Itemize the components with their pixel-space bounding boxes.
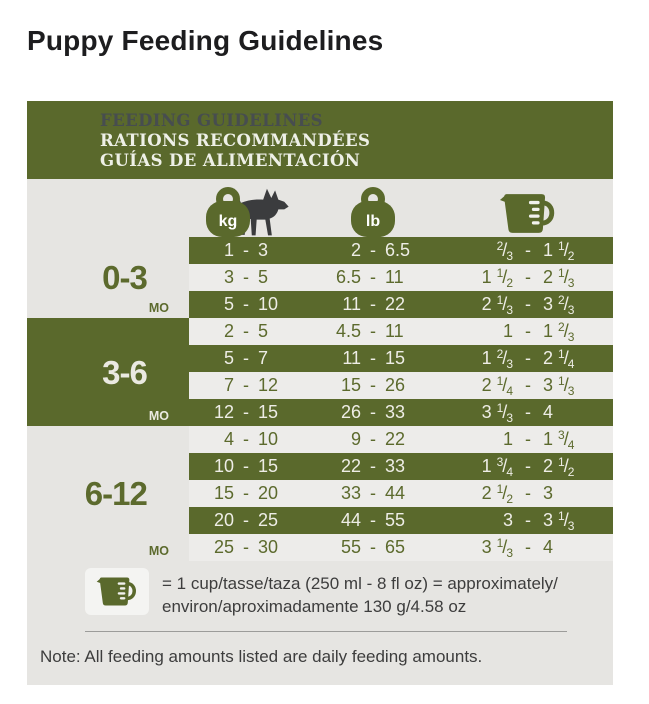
age-group-label [27,426,189,561]
kg-range-cell: 7 - 12 [223,375,279,396]
lb-range-cell: 6.5 - 11 [335,267,404,288]
feeding-row [189,399,613,426]
legend-icon-box [85,568,149,615]
feeding-row [189,534,613,561]
table-header-en: FEEDING GUIDELINES [100,111,323,130]
table-header [27,101,613,179]
kg-range-cell: 3 - 5 [223,267,269,288]
table-header-es: GUÍAS DE ALIMENTACIÓN [100,150,361,170]
age-group-6-12mo [27,426,613,561]
feeding-row [189,318,613,345]
feeding-row [189,480,613,507]
column-icons-row [27,179,613,237]
age-group-3-6mo [27,318,613,426]
kg-range-cell: 2 - 5 [223,321,269,342]
cups-range-cell: $^2/_3$ - 1 $^1/_2$ [496,239,575,264]
kg-unit-label: kg [218,213,238,231]
lb-unit-label: lb [365,213,381,231]
age-group-label [27,318,189,426]
lb-range-cell: 33 - 44 [340,483,406,504]
group-rows [189,426,613,561]
age-range-text: 3-6 [102,353,147,391]
daily-feeding-note: Note: All feeding amounts listed are daily feeding amounts. [40,647,483,667]
lb-range-cell: 15 - 26 [340,375,406,396]
lb-range-cell: 2 - 6.5 [350,240,411,261]
table-header-fr: RATIONS RECOMMANDÉES [100,130,371,150]
lb-range-cell: 11 - 15 [342,348,406,369]
cups-range-cell: 3 - 3 $^1/_3$ [502,509,575,534]
age-unit-text: MO [148,301,169,316]
age-unit-text: MO [148,409,169,424]
lb-column-header [303,179,443,237]
measuring-cup-icon [499,191,557,236]
legend-text [162,568,558,618]
feeding-row [189,372,613,399]
feeding-row [189,453,613,480]
age-range-text: 0-3 [102,259,147,297]
lb-range-cell: 22 - 33 [340,456,406,477]
cups-range-cell: 1 $^1/_2$ - 2 $^1/_3$ [481,266,575,291]
lb-range-cell: 4.5 - 11 [335,321,404,342]
kg-range-cell: 1 - 3 [223,240,269,261]
feeding-row [189,426,613,453]
cups-range-cell: 1 $^2/_3$ - 2 $^1/_4$ [481,347,575,372]
cups-range-cell: 2 $^1/_2$ - 3 [481,482,554,507]
kg-range-cell: 10 - 15 [213,456,279,477]
page-title: Puppy Feeding Guidelines [27,25,384,56]
kg-range-cell: 4 - 10 [223,429,279,450]
feeding-row [189,507,613,534]
label-column-spacer [27,179,189,237]
feeding-row [189,264,613,291]
lb-range-cell: 11 - 22 [342,294,406,315]
cups-range-cell: 2 $^1/_3$ - 3 $^2/_3$ [481,293,575,318]
cups-range-cell: 3 $^1/_3$ - 4 [481,401,554,426]
kg-range-cell: 25 - 30 [213,537,279,558]
group-rows [189,318,613,426]
age-group-0-3mo [27,237,613,318]
feeding-guidelines-table [27,101,613,685]
group-rows [189,237,613,318]
legend-line-1: = 1 cup/tasse/taza (250 ml - 8 fl oz) = approximately/ [162,574,558,594]
lb-kettlebell-icon [350,187,396,237]
age-range-text: 6-12 [84,475,147,513]
kg-column-header [189,179,303,237]
kg-range-cell: 15 - 20 [213,483,279,504]
lb-range-cell: 26 - 33 [340,402,406,423]
measuring-cup-icon [96,575,138,608]
feeding-row [189,291,613,318]
cups-range-cell: 3 $^1/_3$ - 4 [481,536,554,561]
legend-line-2: environ/aproximadamente 130 g/4.58 oz [162,596,467,616]
kg-range-cell: 5 - 7 [223,348,269,369]
feeding-row [189,237,613,264]
lb-range-cell: 9 - 22 [350,429,406,450]
lb-range-cell: 55 - 65 [340,537,406,558]
cups-range-cell: 1 - 1 $^2/_3$ [502,320,575,345]
kg-kettlebell-icon [205,187,251,237]
kg-range-cell: 20 - 25 [213,510,279,531]
cups-range-cell: 1 - 1 $^3/_4$ [502,428,575,453]
kg-range-cell: 5 - 10 [223,294,279,315]
age-unit-text: MO [148,544,169,559]
cups-range-cell: 1 $^3/_4$ - 2 $^1/_2$ [481,455,575,480]
age-group-label [27,237,189,318]
cup-legend [27,561,613,618]
table-body [27,179,613,685]
cups-column-header [443,179,613,237]
table-groups [27,237,613,561]
feeding-row [189,345,613,372]
kg-range-cell: 12 - 15 [213,402,279,423]
cups-range-cell: 2 $^1/_4$ - 3 $^1/_3$ [481,374,575,399]
lb-range-cell: 44 - 55 [340,510,406,531]
